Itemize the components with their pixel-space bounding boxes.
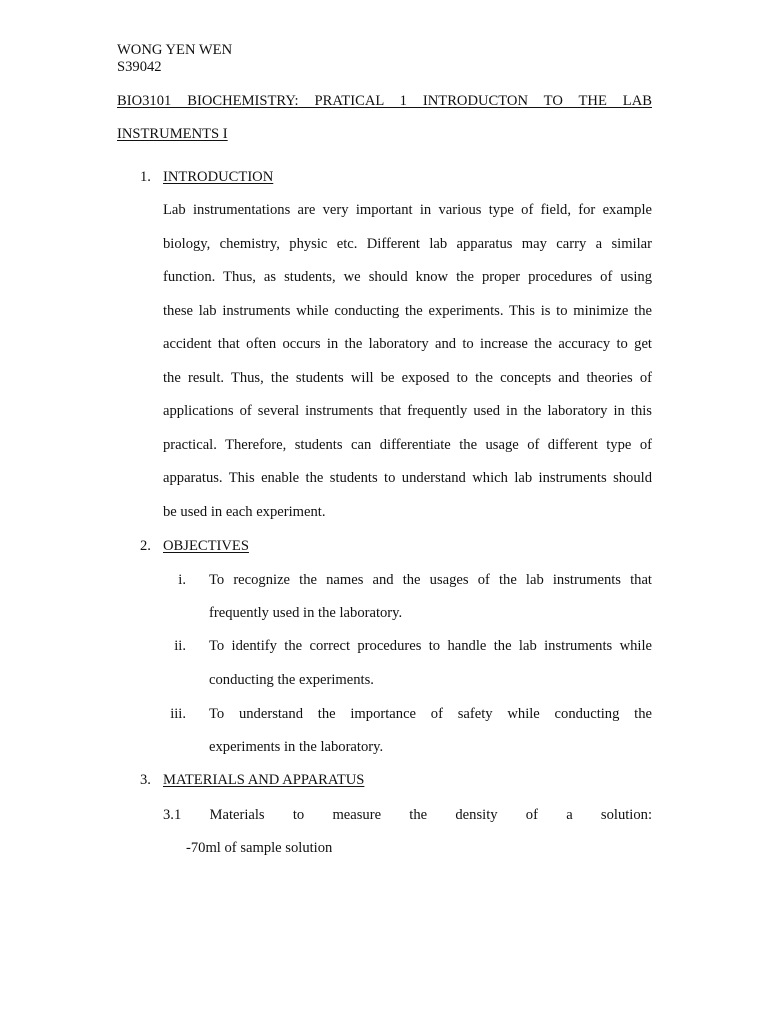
objective-marker: ii. <box>174 638 186 654</box>
objective-text-line: experiments in the laboratory. <box>209 739 384 755</box>
objective-marker: iii. <box>170 706 186 722</box>
materials-subheading: 3.1 Materials to measure the density of a solution: <box>163 807 652 823</box>
section-number-objectives: 2. <box>140 538 151 554</box>
objective-text-line: To understand the importance of safety while conducting the <box>209 706 652 722</box>
introduction-text-line: be used in each experiment. <box>163 504 326 520</box>
section-heading-introduction: INTRODUCTION <box>163 169 274 185</box>
section-number-materials: 3. <box>140 772 151 788</box>
document-title-line-1: BIO3101 BIOCHEMISTRY: PRATICAL 1 INTRODUCTON TO THE LAB <box>117 93 652 109</box>
introduction-text-line: function. Thus, as students, we should know the proper procedures of using <box>163 269 652 285</box>
section-heading-objectives: OBJECTIVES <box>163 538 249 554</box>
introduction-text-line: apparatus. This enable the students to understand which lab instruments should <box>163 470 652 486</box>
objective-text-line: conducting the experiments. <box>209 672 374 688</box>
author-name: WONG YEN WEN <box>117 42 233 58</box>
introduction-text-line: practical. Therefore, students can differentiate the usage of different type of <box>163 437 652 453</box>
objective-text-line: frequently used in the laboratory. <box>209 605 403 621</box>
objective-text-line: To recognize the names and the usages of the lab instruments that <box>209 572 652 588</box>
introduction-text-line: biology, chemistry, physic etc. Different lab apparatus may carry a similar <box>163 236 652 252</box>
objective-text-line: To identify the correct procedures to handle the lab instruments while <box>209 638 652 654</box>
section-heading-materials: MATERIALS AND APPARATUS <box>163 772 365 788</box>
document-title-line-2: INSTRUMENTS I <box>117 126 228 142</box>
materials-list-item: -70ml of sample solution <box>186 840 333 856</box>
objective-marker: i. <box>178 572 186 588</box>
introduction-text-line: these lab instruments while conducting the experiments. This is to minimize the <box>163 303 652 319</box>
student-id: S39042 <box>117 59 162 75</box>
introduction-text-line: the result. Thus, the students will be exposed to the concepts and theories of <box>163 370 652 386</box>
introduction-text-line: Lab instrumentations are very important in various type of field, for example <box>163 202 652 218</box>
introduction-text-line: accident that often occurs in the laboratory and to increase the accuracy to get <box>163 336 652 352</box>
introduction-text-line: applications of several instruments that frequently used in the laboratory in this <box>163 403 652 419</box>
section-number-introduction: 1. <box>140 169 151 185</box>
